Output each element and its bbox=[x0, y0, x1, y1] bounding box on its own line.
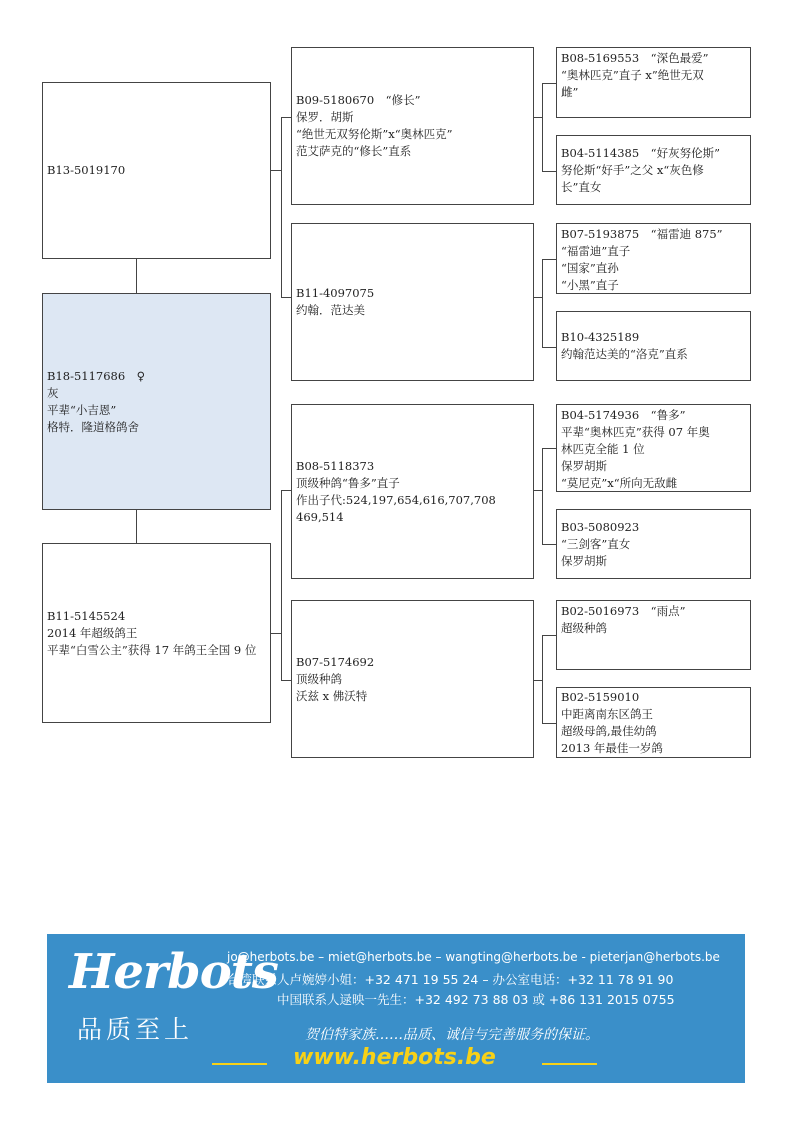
dam-card bbox=[42, 543, 271, 723]
connector bbox=[534, 490, 542, 491]
ancestor-card-5 bbox=[556, 404, 751, 492]
decor-line-left bbox=[212, 1063, 267, 1065]
card-line: 努伦斯“好手”之父 x“灰色修 bbox=[561, 162, 704, 177]
card-line: 2014 年超级鸽王 bbox=[47, 625, 138, 640]
connector bbox=[271, 633, 281, 634]
connector bbox=[542, 544, 556, 545]
tagline: 贺伯特家族……品质、诚信与完善服务的保证。 bbox=[305, 1027, 599, 1043]
connector bbox=[542, 723, 556, 724]
ancestor-card-8 bbox=[556, 687, 751, 758]
connector bbox=[281, 117, 291, 118]
card-line: “国家”直孙 bbox=[561, 261, 619, 275]
card-line: 作出子代:524,197,654,616,707,708 bbox=[296, 492, 496, 507]
connector bbox=[542, 83, 556, 84]
taiwan-contact: 台湾联系人卢婉婷小姐：+32 471 19 55 24 – 办公室电话：+32 11 78 91 90 bbox=[227, 972, 674, 987]
email-list[interactable]: jo@herbots.be – miet@herbots.be – wangting@herbots.be - pieterjan@herbots.be bbox=[227, 950, 720, 964]
card-line: B13-5019170 bbox=[47, 163, 126, 177]
card-line: B02-5159010 bbox=[561, 689, 640, 704]
card-line: B03-5080923 bbox=[561, 519, 640, 534]
card-line: 超级种鸽 bbox=[561, 621, 607, 635]
ancestor-card-7 bbox=[556, 600, 751, 670]
connector bbox=[136, 259, 137, 293]
connector bbox=[542, 635, 556, 636]
website-link[interactable]: www.herbots.be bbox=[293, 1045, 496, 1070]
connector bbox=[281, 680, 291, 681]
connector bbox=[281, 117, 282, 297]
card-line: 沃兹 x 佛沃特 bbox=[296, 688, 368, 703]
ancestor-card-3 bbox=[556, 223, 751, 294]
card-line: “绝世无双努伦斯”x“奥林匹克” bbox=[296, 127, 453, 141]
connector bbox=[271, 170, 281, 171]
connector bbox=[534, 117, 542, 118]
herbots-banner bbox=[47, 934, 745, 1083]
ancestor-card-6 bbox=[556, 509, 751, 579]
card-line: “福雷迪”直子 bbox=[561, 244, 631, 258]
connector bbox=[542, 448, 556, 449]
sire-sire-card bbox=[291, 47, 534, 205]
china-contact: 中国联系人逯映一先生：+32 492 73 88 03 或 +86 131 2015 0755 bbox=[277, 992, 675, 1007]
card-line: 范艾萨克的“修长”直系 bbox=[296, 144, 412, 158]
card-line: 平辈“白雪公主”获得 17 年鸽王全国 9 位 bbox=[47, 642, 257, 657]
ancestor-card-2 bbox=[556, 135, 751, 205]
card-line: B10-4325189 bbox=[561, 330, 640, 344]
card-line: B11-4097075 bbox=[296, 286, 375, 300]
ancestor-card-4 bbox=[556, 311, 751, 381]
card-line: B18-5117686 ♀ bbox=[47, 368, 146, 383]
card-line: B04-5174936 “鲁多” bbox=[561, 408, 686, 422]
card-line: 469,514 bbox=[296, 509, 344, 524]
connector bbox=[136, 510, 137, 543]
card-line: 保罗胡斯 bbox=[561, 459, 607, 473]
card-line: 保罗．胡斯 bbox=[296, 110, 354, 124]
card-line: B08-5169553 “深色最爱” bbox=[561, 51, 709, 65]
card-line: “三剑客”直女 bbox=[561, 536, 631, 551]
connector bbox=[542, 83, 543, 171]
connector bbox=[542, 259, 556, 260]
connector bbox=[534, 680, 542, 681]
connector bbox=[281, 490, 291, 491]
card-line: “小黑”直子 bbox=[561, 278, 619, 292]
card-line: B11-5145524 bbox=[47, 608, 126, 623]
card-line: B02-5016973 “雨点” bbox=[561, 604, 686, 618]
connector bbox=[534, 297, 542, 298]
card-line: 中距离南东区鸽王 bbox=[561, 706, 653, 721]
card-line: B04-5114385 “好灰努伦斯” bbox=[561, 145, 720, 160]
slogan: 品质至上 bbox=[77, 1015, 194, 1044]
card-line: 超级母鸽,最佳幼鸽 bbox=[561, 723, 657, 738]
dam-sire-card bbox=[291, 404, 534, 579]
card-line: 长”直女 bbox=[561, 179, 602, 194]
card-line: 格特．隆道格鸽舍 bbox=[47, 419, 139, 434]
card-line: 顶级种鸽 bbox=[296, 671, 342, 686]
connector bbox=[542, 259, 543, 347]
card-line: B08-5118373 bbox=[296, 458, 375, 473]
card-line: 保罗胡斯 bbox=[561, 553, 607, 568]
dam-dam-card bbox=[291, 600, 534, 758]
card-line: 约翰．范达美 bbox=[296, 303, 365, 317]
connector bbox=[542, 448, 543, 544]
card-line: B07-5174692 bbox=[296, 654, 375, 669]
sire-dam-card bbox=[291, 223, 534, 381]
herbots-logo: Herbots bbox=[69, 944, 278, 1000]
decor-line-right bbox=[542, 1063, 597, 1065]
card-line: 平辈“奥林匹克”获得 07 年奥 bbox=[561, 425, 710, 439]
card-line: 林匹克全能 1 位 bbox=[561, 442, 645, 456]
ancestor-card-1 bbox=[556, 47, 751, 118]
card-line: “莫尼克”x“所向无敌雌 bbox=[561, 476, 678, 490]
card-line: 雌” bbox=[561, 85, 579, 99]
card-line: “奥林匹克”直子 x”绝世无双 bbox=[561, 68, 704, 82]
card-line: 2013 年最佳一岁鸽 bbox=[561, 740, 663, 755]
connector bbox=[542, 171, 556, 172]
card-line: 顶级种鸽“鲁多”直子 bbox=[296, 475, 400, 490]
card-line: 约翰范达美的“洛克”直系 bbox=[561, 347, 688, 361]
subject-card bbox=[42, 293, 271, 510]
connector bbox=[542, 347, 556, 348]
card-line: B07-5193875 “福雷迪 875” bbox=[561, 227, 723, 241]
card-line: B09-5180670 “修长” bbox=[296, 93, 421, 107]
connector bbox=[542, 635, 543, 723]
card-line: 灰 bbox=[47, 385, 59, 400]
card-line: 平辈“小吉恩” bbox=[47, 402, 117, 417]
connector bbox=[281, 297, 291, 298]
connector bbox=[281, 490, 282, 680]
sire-card bbox=[42, 82, 271, 259]
